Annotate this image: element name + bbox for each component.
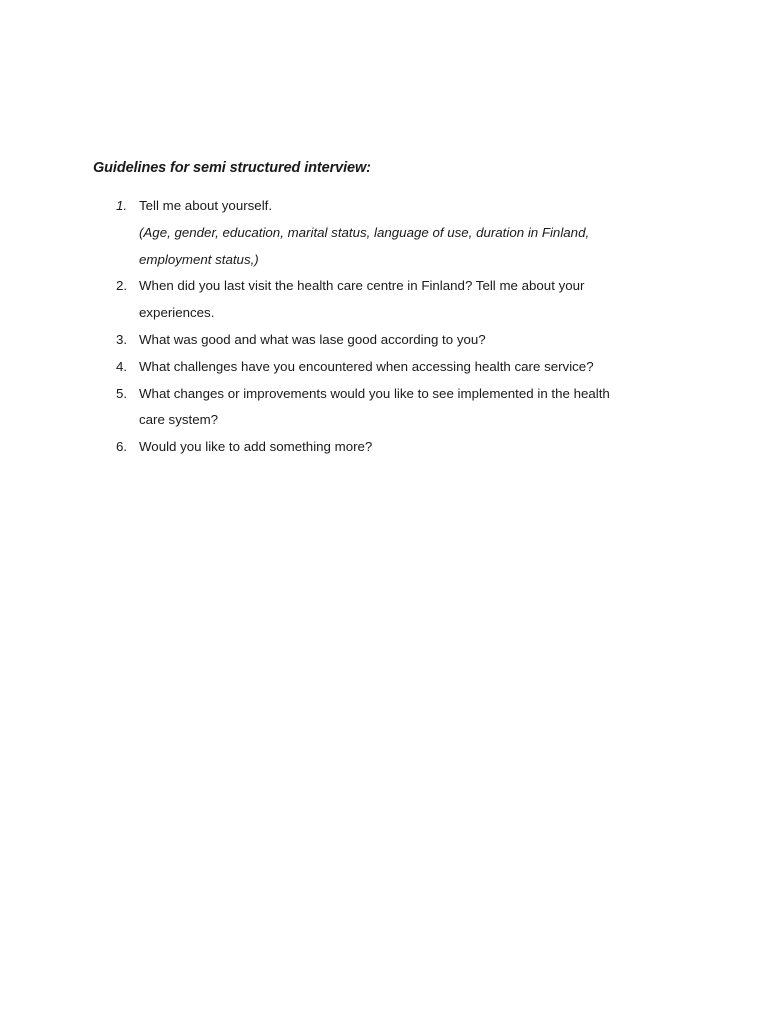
list-item-text: What challenges have you encountered when accessing health care service? [139,358,594,374]
list-item-text: What was good and what was lase good according to you? [139,331,486,347]
list-item [0,327,659,354]
list-item [0,381,659,435]
list-item-text: When did you last visit the health care centre in Finland? Tell me about your [139,278,585,294]
list-item-number: 6. [116,439,128,455]
list-item-text: What changes or improvements would you like to see implemented in the health [139,385,610,401]
list-item-text: experiences. [139,305,215,321]
list-item-text: care system? [139,412,219,428]
list-item-subtext: (Age, gender, education, marital status, language of use, duration in Finland, [139,224,590,240]
list-item-number: 1. [116,198,128,213]
list-item-number: 4. [116,358,128,374]
list-item-text: Tell me about yourself. [139,198,273,213]
list-item-number: 2. [116,278,128,294]
list-item-subtext: employment status,) [139,251,259,267]
list-item [0,354,659,381]
list-item-text: Would you like to add something more? [139,439,373,455]
document-heading: Guidelines for semi structured interview: [93,160,371,176]
list-item [0,273,659,327]
list-item-number: 3. [116,331,128,347]
list-item-number: 5. [116,385,128,401]
interview-question-list [0,193,768,461]
list-item [0,434,659,461]
list-item [0,193,659,273]
